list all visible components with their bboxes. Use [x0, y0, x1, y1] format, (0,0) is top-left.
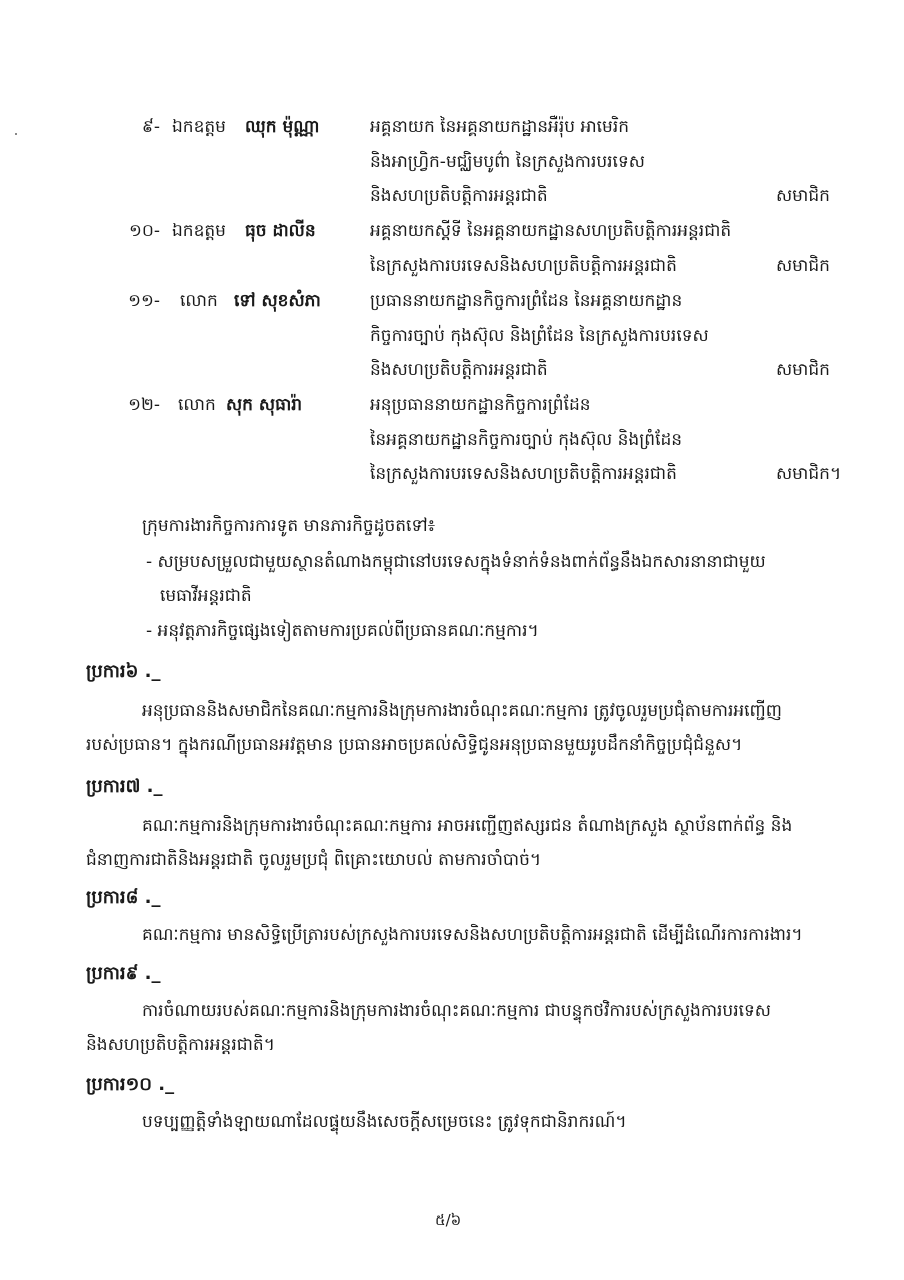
article-heading: ប្រការ៦ ._	[86, 661, 161, 682]
member-number: ១០-	[128, 221, 160, 241]
article-heading: ប្រការ៨ ._	[86, 887, 161, 908]
duty-item-continuation: មេធាវីអន្តរជាតិ	[160, 586, 252, 606]
article-text-line: អនុប្រធាននិងសមាជិកនៃគណៈកម្មការនិងក្រុមការងារចំណុះគណៈកម្មការ ត្រូវចូលរួមប្រជុំតាមការអញ្ជើញ	[142, 701, 782, 721]
article-heading: ប្រការ៩ ._	[86, 963, 161, 984]
member-role: សមាជិក។	[776, 464, 842, 484]
member-position-line: និងសហប្រតិបត្តិការអន្តរជាតិ	[370, 360, 548, 380]
member-role: សមាជិក	[776, 186, 830, 206]
article-heading: ប្រការ១០ ._	[86, 1074, 175, 1095]
member-position-line: អគ្គនាយក នៃអគ្គនាយកដ្ឋានអឺរ៉ុប អាមេរិក	[370, 117, 630, 137]
member-role: សមាជិក	[776, 360, 830, 380]
member-name: សុក សុធារ៉ា	[226, 395, 303, 415]
article-text-line: ការចំណាយរបស់គណៈកម្មការនិងក្រុមការងារចំណុះគណៈកម្មការ ជាបន្ទុកថវិការបស់ក្រសួងការបរទេស	[142, 1001, 771, 1021]
member-position-line: អគ្គនាយកស្តីទី នៃអគ្គនាយកដ្ឋានសហប្រតិបត្តិការអន្តរជាតិ	[370, 221, 732, 241]
member-position-line: នៃក្រសួងការបរទេសនិងសហប្រតិបត្តិការអន្តរជាតិ	[370, 464, 677, 484]
page-number: ៥/៦	[435, 1211, 462, 1229]
duty-item: - សម្របសម្រួលជាមួយស្ថានតំណាងកម្ពុជានៅបរទេសក្នុងទំនាក់ទំនងពាក់ព័ន្ធនឹងឯកសារនានាជាមួយ	[146, 552, 766, 572]
member-title: ឯកឧត្តម	[172, 117, 226, 137]
member-title: លោក	[180, 291, 218, 311]
article-heading: ប្រការ៧ ._	[86, 776, 163, 797]
article-text-line: គណៈកម្មការនិងក្រុមការងារចំណុះគណៈកម្មការ អាចអញ្ជើញឥស្សរជន តំណាងក្រសួង ស្ថាប័នពាក់ព័ន្ធ និង	[142, 816, 793, 836]
member-position-line: នៃក្រសួងការបរទេសនិងសហប្រតិបត្តិការអន្តរជាតិ	[370, 256, 677, 276]
member-number: ១២-	[128, 395, 160, 415]
scan-dot	[15, 133, 17, 135]
member-position-line: អនុប្រធាននាយកដ្ឋានកិច្ចការព្រំដែន	[370, 395, 591, 415]
member-number: ៩-	[141, 117, 160, 137]
member-position-line: និងសហប្រតិបត្តិការអន្តរជាតិ	[370, 186, 548, 206]
member-position-line: នៃអគ្គនាយកដ្ឋានកិច្ចការច្បាប់ កុងស៊ុល និងព្រំដែន	[370, 430, 683, 450]
member-role: សមាជិក	[776, 256, 830, 276]
member-position-line: និងអាហ្វ្រិក-មជ្ឈិមបូព៌ា នៃក្រសួងការបរទេស	[370, 152, 645, 172]
secretariat-intro: ក្រុមការងារកិច្ចការការទូត មានភារកិច្ចដូចតទៅ៖	[142, 516, 436, 536]
article-text-line: របស់ប្រធាន។ ក្នុងករណីប្រធានអវត្តមាន ប្រធានអាចប្រគល់សិទ្ធិជូនអនុប្រធានមួយរូបដឹកនាំកិច្ចប្រជុំជំនួស។	[86, 735, 743, 755]
article-text-line: ជំនាញការជាតិនិងអន្តរជាតិ ចូលរួមប្រជុំ ពិគ្រោះយោបល់ តាមការចាំបាច់។	[86, 850, 542, 870]
member-position-line: កិច្ចការច្បាប់ កុងស៊ុល និងព្រំដែន នៃក្រសួងការបរទេស	[370, 326, 709, 346]
article-text-line: គណៈកម្មការ មានសិទ្ធិប្រើត្រារបស់ក្រសួងការបរទេសនិងសហប្រតិបត្តិការអន្តរជាតិ ដើម្បីដំណើរការការងារ។	[142, 925, 803, 945]
member-name: ធុច ដាលីន	[245, 221, 316, 241]
article-text-line: បទប្បញ្ញត្តិទាំងឡាយណាដែលផ្ទុយនឹងសេចក្តីសម្រេចនេះ ត្រូវទុកជានិរាករណ៍។	[142, 1112, 627, 1132]
member-title: លោក	[178, 395, 216, 415]
member-title: ឯកឧត្តម	[172, 221, 226, 241]
article-text-line: និងសហប្រតិបត្តិការអន្តរជាតិ។	[86, 1035, 275, 1055]
member-name: ទៅ សុខសំភា	[234, 291, 321, 311]
duty-item: - អនុវត្តភារកិច្ចផ្សេងទៀតតាមការប្រគល់ពីប្រធានគណៈកម្មការ។	[146, 621, 539, 641]
member-number: ១១-	[128, 291, 160, 311]
member-name: ឈុក ម៉ុណ្ណា	[245, 117, 320, 137]
member-position-line: ប្រធាននាយកដ្ឋានកិច្ចការព្រំដែន នៃអគ្គនាយកដ្ឋាន	[370, 291, 683, 311]
